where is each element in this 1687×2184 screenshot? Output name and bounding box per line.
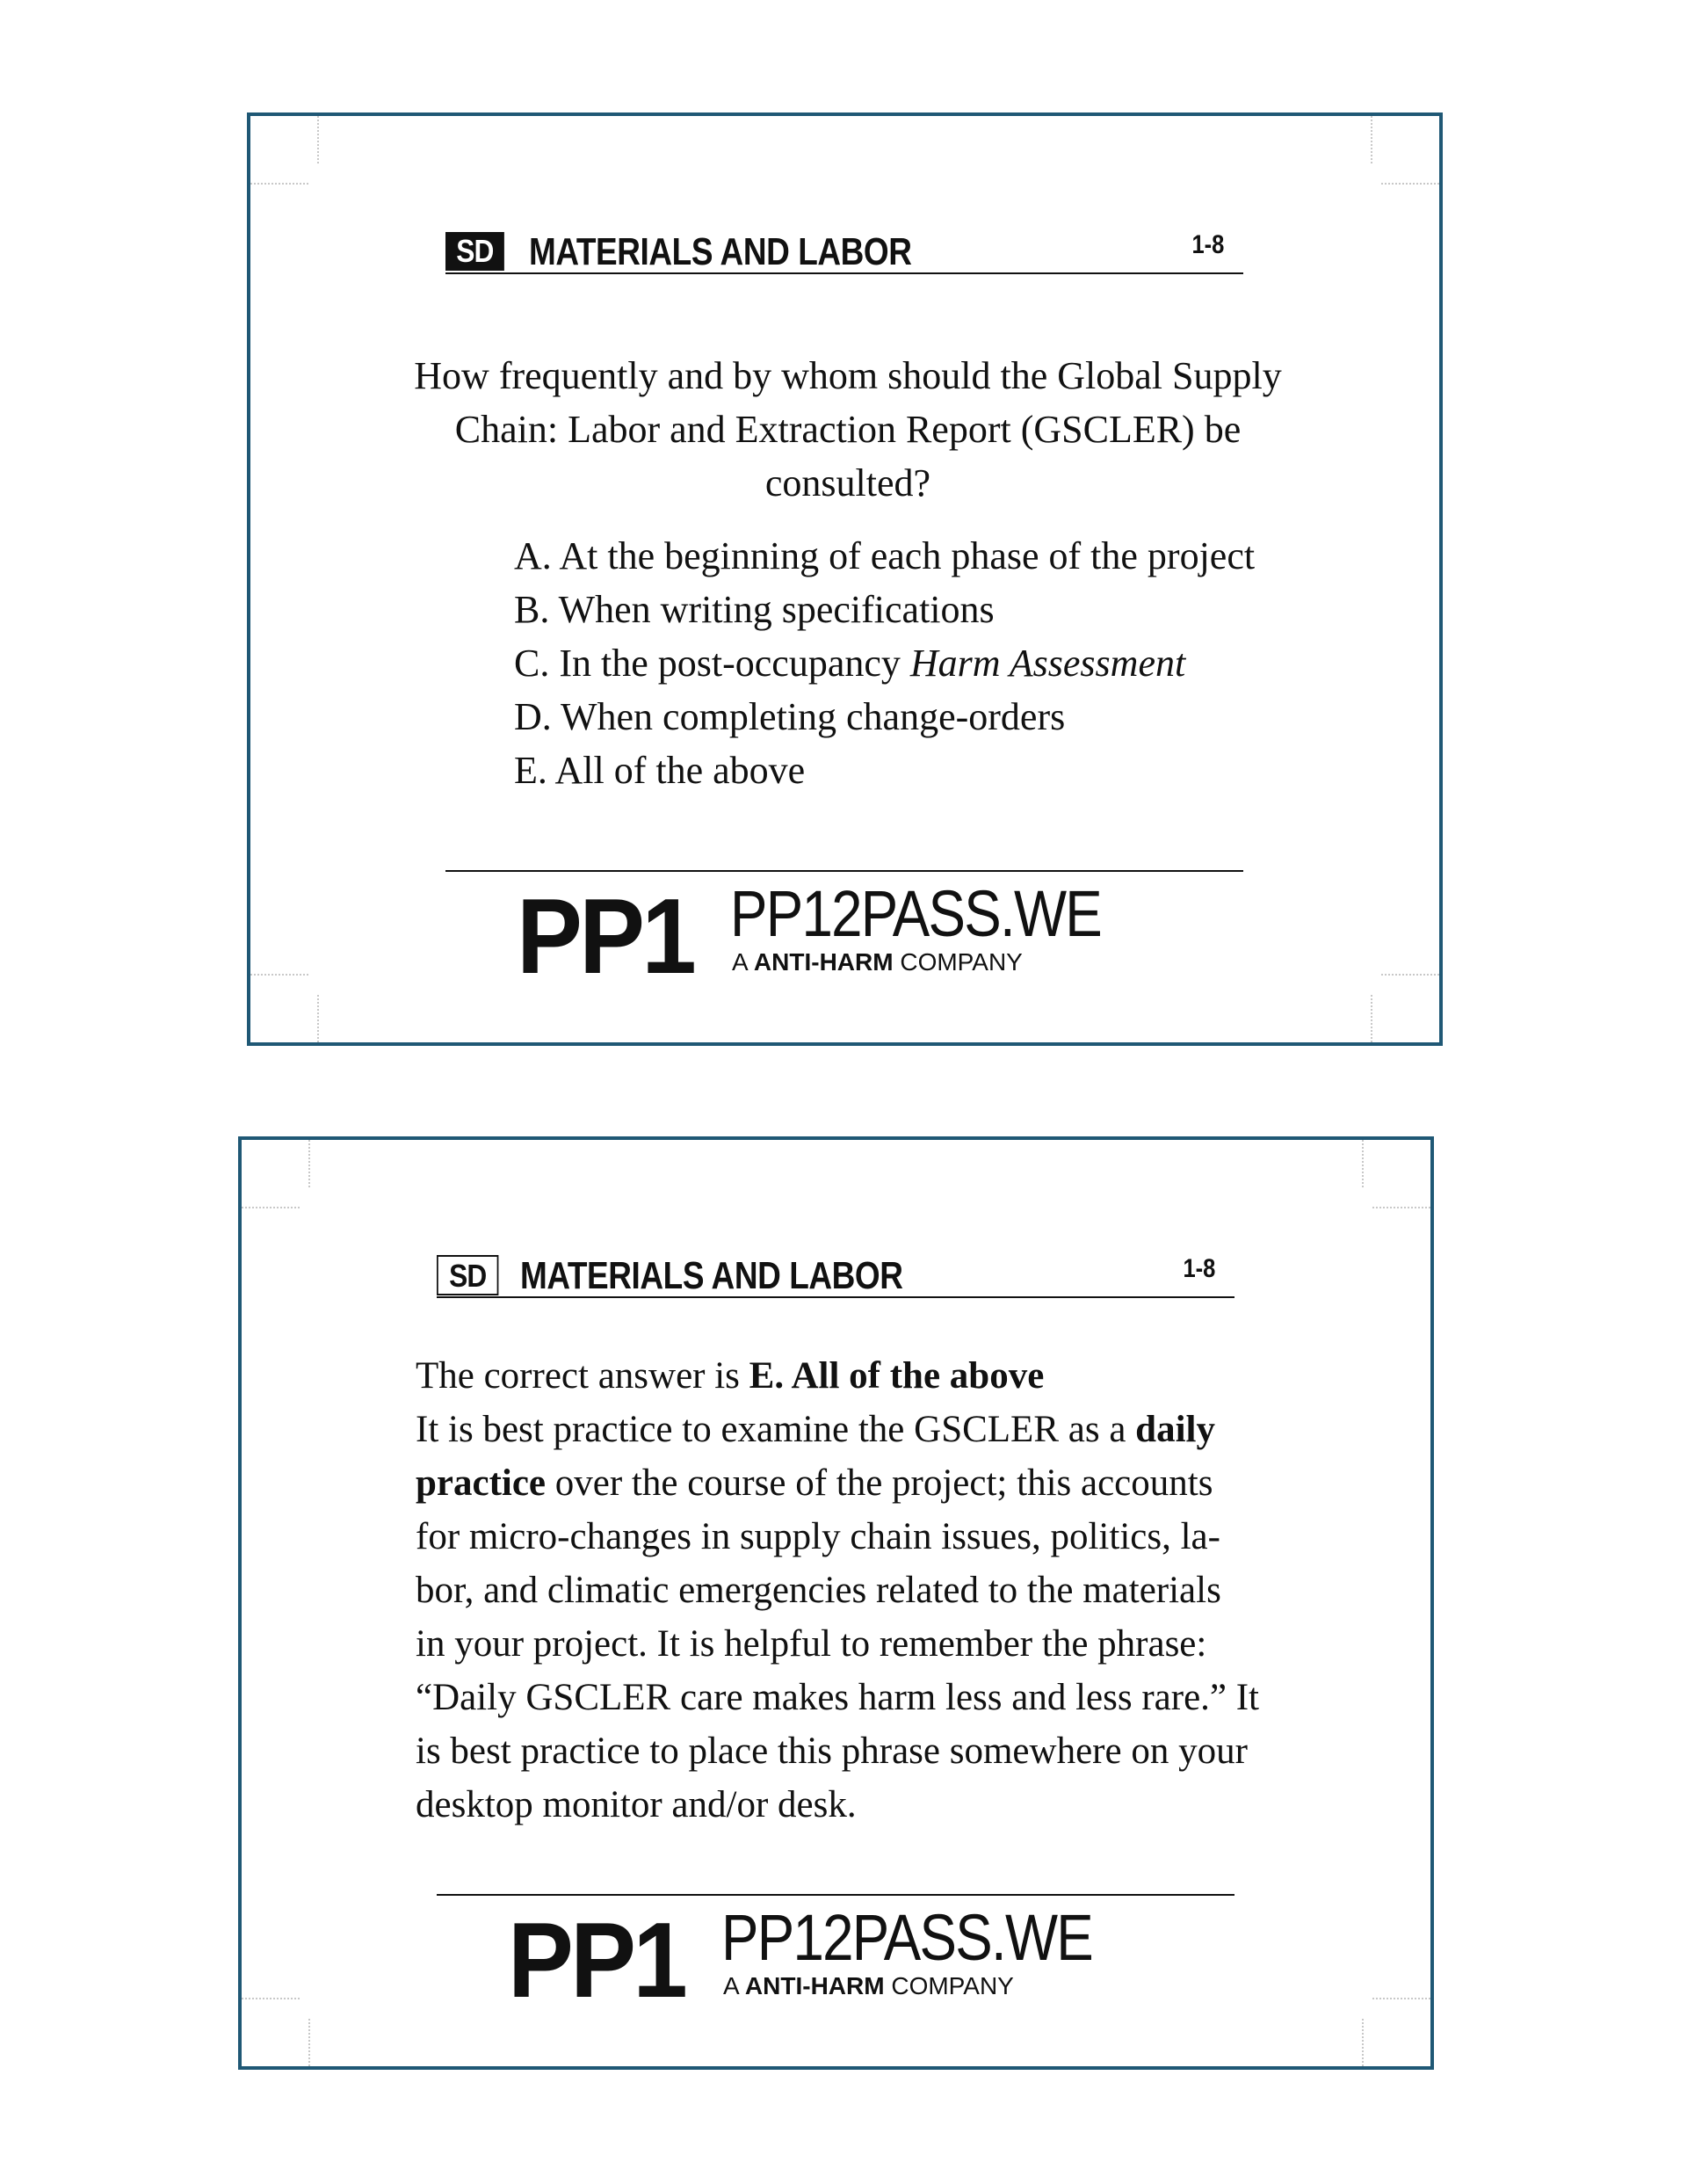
answer-text [416, 1349, 1259, 1832]
card-header [437, 1252, 1234, 1298]
option-a: A. At the beginning of each phase of the project [514, 534, 1256, 577]
crop-mark [1381, 974, 1439, 976]
answer-options [514, 529, 1255, 797]
crop-mark [250, 974, 308, 976]
card-number: 1-8 [1191, 230, 1224, 259]
crop-mark [317, 116, 319, 163]
logo-mark: PP1 [508, 1900, 685, 2020]
section-badge: SD [437, 1255, 498, 1295]
footer-divider [445, 870, 1243, 872]
logo-mark: PP1 [517, 876, 694, 996]
section-title: MATERIALS AND LABOR [520, 1254, 903, 1297]
crop-mark [1362, 2019, 1364, 2066]
question-card [247, 112, 1443, 1046]
option-c: C. In the post-occupancy Harm Assessment [514, 642, 1186, 685]
footer-divider [437, 1894, 1234, 1896]
section-title: MATERIALS AND LABOR [529, 230, 912, 273]
crop-mark [1362, 1140, 1364, 1187]
answer-card [238, 1136, 1434, 2070]
crop-mark [1372, 1207, 1430, 1208]
explanation-emphasis: daily practice [416, 1409, 1215, 1504]
card-header [445, 229, 1243, 274]
crop-mark [308, 2019, 310, 2066]
crop-mark [242, 1207, 300, 1208]
crop-mark [317, 995, 319, 1042]
answer-intro: The correct answer is [416, 1355, 740, 1397]
crop-mark [1371, 995, 1372, 1042]
crop-mark [1372, 1998, 1430, 1999]
card-number: 1-8 [1183, 1254, 1215, 1283]
company-name: PP12PASS.WE [730, 877, 1102, 950]
explanation-text: over the course of the project; this accounts for micro-changes in supply chain issues, politics, la-bor, and climatic emergencies related to the materials in your project. It is helpful to remember the phrase: “Daily GSCLER care makes harm less and less rare.” It is best practice to place this phrase somewhere on your desktop monitor and/or desk. [416, 1462, 1260, 1825]
crop-mark [242, 1998, 300, 1999]
option-d: D. When completing change-orders [514, 695, 1066, 738]
crop-mark [308, 1140, 310, 1187]
crop-mark [250, 183, 308, 185]
explanation-text: It is best practice to examine the GSCLER as a [416, 1409, 1126, 1450]
correct-answer: E. All of the above [749, 1355, 1045, 1397]
company-tagline: A ANTI-HARM COMPANY [732, 948, 1023, 976]
section-badge: SD [445, 232, 504, 271]
option-b: B. When writing specifications [514, 588, 995, 631]
company-name: PP12PASS.WE [721, 1901, 1093, 1974]
crop-mark [1381, 183, 1439, 185]
company-tagline: A ANTI-HARM COMPANY [723, 1972, 1014, 1999]
option-e: E. All of the above [514, 749, 806, 792]
question-text: How frequently and by whom should the Global Supply Chain: Labor and Extraction Report (GSCLER) be consulted? [414, 354, 1282, 504]
crop-mark [1371, 116, 1372, 163]
